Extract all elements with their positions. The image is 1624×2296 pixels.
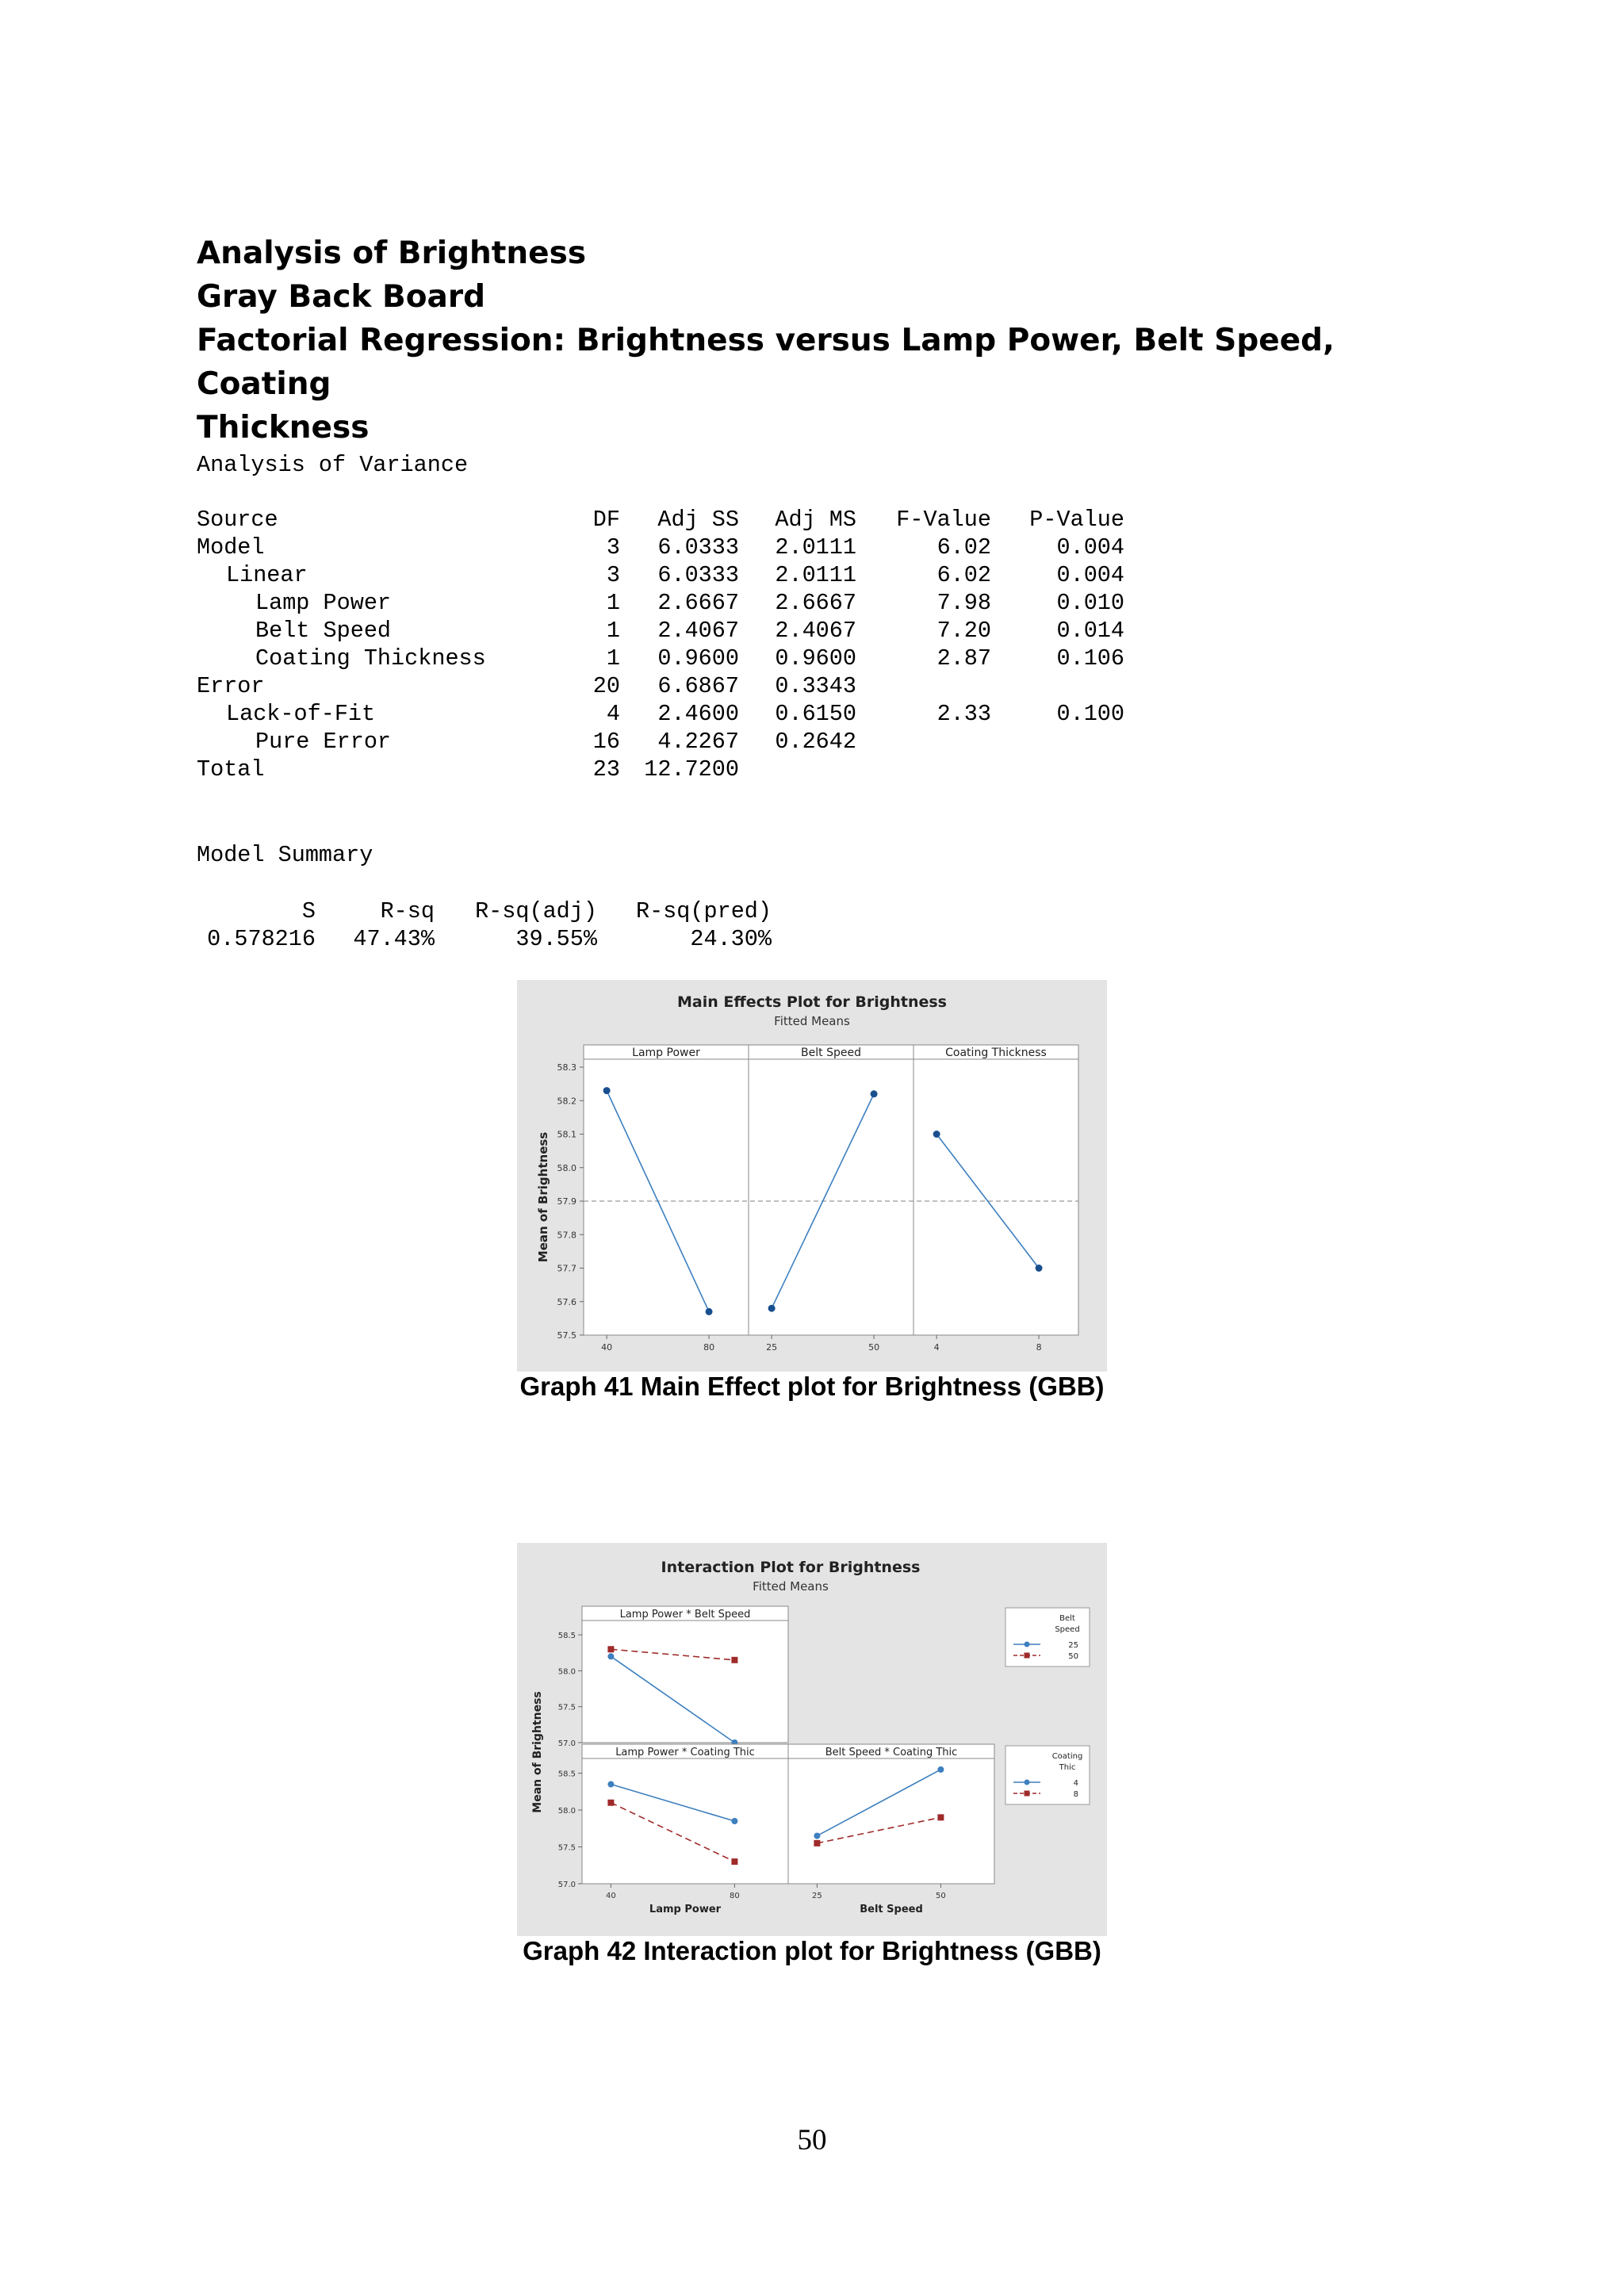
anova-cell-f: 7.98 xyxy=(936,590,991,616)
data-point xyxy=(607,1800,614,1806)
anova-cell-adj-ms: 2.6667 xyxy=(775,590,856,616)
anova-cell-df: 23 xyxy=(592,756,620,783)
anova-row xyxy=(197,645,1124,672)
legend-title: Speed xyxy=(1055,1625,1080,1634)
x-tick-label: 50 xyxy=(868,1342,880,1353)
anova-header-row xyxy=(197,506,1124,534)
anova-header-cell: Source xyxy=(197,507,278,533)
y-tick-label: 57.5 xyxy=(557,1330,576,1341)
anova-cell-df: 4 xyxy=(606,701,620,727)
anova-cell-p: 0.100 xyxy=(1056,701,1124,727)
data-point xyxy=(607,1646,614,1652)
anova-cell-adj-ss: 0.9600 xyxy=(657,645,739,672)
anova-cell-source: Coating Thickness xyxy=(255,645,486,672)
plot-area xyxy=(582,1621,788,1743)
anova-row xyxy=(197,561,1124,589)
panel-title: Lamp Power * Coating Thic xyxy=(615,1747,755,1758)
anova-cell-df: 20 xyxy=(592,673,620,699)
data-point xyxy=(603,1087,611,1094)
anova-cell-adj-ss: 2.4067 xyxy=(657,618,739,644)
panel-title: Belt Speed * Coating Thic xyxy=(825,1747,958,1758)
anova-cell-f xyxy=(856,728,991,756)
anova-cell-f: 2.33 xyxy=(936,701,991,727)
y-tick-label: 57.5 xyxy=(557,1703,576,1712)
anova-cell-df: 1 xyxy=(606,590,620,616)
legend-entry: 50 xyxy=(1068,1652,1078,1661)
anova-cell-f: 6.02 xyxy=(936,562,991,588)
anova-cell-adj-ss: 6.6867 xyxy=(657,673,739,699)
page-number: 50 xyxy=(797,2124,827,2156)
anova-header-cell: Adj MS xyxy=(775,507,856,533)
anova-cell-adj-ss: 2.4600 xyxy=(657,701,739,727)
anova-cell-f: 2.87 xyxy=(936,645,991,672)
anova-cell-f: 7.20 xyxy=(936,618,991,644)
anova-cell-source: Error xyxy=(197,673,265,699)
anova-row xyxy=(197,534,1124,561)
y-tick-label: 58.1 xyxy=(557,1129,576,1140)
x-tick-label: 25 xyxy=(812,1892,822,1900)
anova-header-cell: F-Value xyxy=(896,507,991,533)
graph41-caption: Graph 41 Main Effect plot for Brightness (GBB) xyxy=(519,1372,1105,1401)
summary-value-rsq: 47.43% xyxy=(353,926,435,952)
anova-row xyxy=(197,756,1124,783)
y-axis-label: Mean of Brightness xyxy=(536,1131,550,1263)
y-tick-label: 58.2 xyxy=(557,1096,576,1107)
graph42-caption: Graph 42 Interaction plot for Brightness (GBB) xyxy=(523,1936,1101,1965)
anova-cell-adj-ss: 2.6667 xyxy=(657,590,739,616)
legend-marker xyxy=(1025,1653,1030,1659)
data-point xyxy=(933,1131,940,1138)
anova-cell-f xyxy=(856,672,991,700)
anova-cell-adj-ss: 6.0333 xyxy=(657,534,739,561)
anova-cell-source: Pure Error xyxy=(255,729,392,755)
anova-table xyxy=(197,506,1124,783)
anova-cell-df: 16 xyxy=(592,729,620,755)
legend xyxy=(1005,1746,1090,1804)
anova-row xyxy=(197,700,1124,728)
anova-cell-source: Linear xyxy=(226,562,308,588)
chart-title: Main Effects Plot for Brightness xyxy=(676,993,948,1011)
heading-regression: Factorial Regression: Brightness versus Lamp Power, Belt Speed, Coating xyxy=(197,323,1335,402)
data-point xyxy=(814,1840,820,1846)
anova-cell-f: 6.02 xyxy=(936,534,991,561)
chart-title: Interaction Plot for Brightness xyxy=(661,1559,921,1576)
anova-cell-adj-ss: 12.7200 xyxy=(644,756,739,783)
legend-marker xyxy=(1025,1791,1030,1797)
anova-cell-p: 0.010 xyxy=(1056,590,1124,616)
headings xyxy=(197,232,1465,450)
model-summary-table xyxy=(197,897,772,953)
heading-board: Gray Back Board xyxy=(197,279,486,315)
legend-entry: 25 xyxy=(1068,1641,1078,1650)
chart-subtitle: Fitted Means xyxy=(753,1579,829,1594)
x-axis-label: Belt Speed xyxy=(860,1904,923,1915)
y-tick-label: 58.5 xyxy=(557,1632,576,1641)
data-point xyxy=(1036,1265,1043,1272)
anova-cell-source: Lack-of-Fit xyxy=(226,701,376,727)
y-tick-label: 58.3 xyxy=(557,1062,576,1073)
summary-header-rsq-pred: R-sq(pred) xyxy=(635,898,772,924)
anova-cell-p xyxy=(991,728,1124,756)
anova-cell-adj-ms: 0.6150 xyxy=(775,701,856,727)
anova-cell-p xyxy=(991,756,1124,783)
interaction-chart xyxy=(517,1543,1107,1936)
x-tick-label: 50 xyxy=(936,1892,946,1900)
data-point xyxy=(871,1090,878,1097)
anova-cell-adj-ms: 0.2642 xyxy=(775,729,856,755)
anova-cell-f xyxy=(856,756,991,783)
data-point xyxy=(731,1818,737,1824)
anova-cell-p: 0.106 xyxy=(1056,645,1124,672)
anova-cell-source: Belt Speed xyxy=(255,618,392,644)
legend-title: Coating xyxy=(1051,1752,1083,1761)
anova-cell-adj-ms: 2.4067 xyxy=(775,618,856,644)
anova-cell-df: 1 xyxy=(606,645,620,672)
interaction-figure xyxy=(517,1543,1107,1936)
plot-area xyxy=(584,1059,1078,1335)
x-tick-label: 8 xyxy=(1036,1342,1042,1353)
summary-value-rsq-pred: 24.30% xyxy=(690,926,772,952)
y-axis-label: Mean of Brightness xyxy=(531,1691,544,1813)
anova-header-cell: P-Value xyxy=(1029,507,1124,533)
anova-cell-adj-ms: 0.9600 xyxy=(775,645,856,672)
legend-marker xyxy=(1025,1780,1030,1785)
x-tick-label: 4 xyxy=(933,1342,940,1353)
anova-row xyxy=(197,617,1124,645)
legend-entry: 4 xyxy=(1073,1779,1078,1788)
anova-cell-p: 0.014 xyxy=(1056,618,1124,644)
anova-cell-df: 3 xyxy=(606,534,620,561)
x-tick-label: 40 xyxy=(601,1342,613,1353)
anova-cell-adj-ms: 2.0111 xyxy=(775,534,856,561)
anova-cell-df: 1 xyxy=(606,618,620,644)
anova-cell-p: 0.004 xyxy=(1056,562,1124,588)
data-point xyxy=(937,1814,944,1820)
y-tick-label: 57.8 xyxy=(557,1230,576,1241)
plot-area xyxy=(788,1758,994,1884)
anova-title: Analysis of Variance xyxy=(197,452,469,478)
legend-entry: 8 xyxy=(1073,1790,1078,1799)
anova-cell-p: 0.004 xyxy=(1056,534,1124,561)
summary-header-s: S xyxy=(301,898,316,924)
anova-cell-adj-ss: 6.0333 xyxy=(657,562,739,588)
x-tick-label: 80 xyxy=(703,1342,715,1353)
anova-row xyxy=(197,672,1124,700)
y-tick-label: 57.0 xyxy=(557,1881,576,1889)
panel-title: Lamp Power * Belt Speed xyxy=(619,1609,751,1621)
y-tick-label: 57.9 xyxy=(557,1196,576,1207)
panel-title: Coating Thickness xyxy=(945,1047,1047,1059)
model-summary-title: Model Summary xyxy=(197,842,373,868)
anova-header-cell: DF xyxy=(592,507,620,533)
summary-value-rsq-adj: 39.55% xyxy=(515,926,597,952)
y-tick-label: 58.0 xyxy=(557,1807,576,1816)
panel-title: Belt Speed xyxy=(801,1047,861,1059)
data-point xyxy=(937,1766,944,1773)
data-point xyxy=(814,1833,820,1839)
x-tick-label: 40 xyxy=(606,1892,616,1900)
anova-cell-adj-ms: 2.0111 xyxy=(775,562,856,588)
x-tick-label: 25 xyxy=(766,1342,778,1353)
anova-cell-adj-ss: 4.2267 xyxy=(657,729,739,755)
anova-row xyxy=(197,728,1124,756)
anova-cell-p xyxy=(991,672,1124,700)
summary-header-rsq-adj: R-sq(adj) xyxy=(475,898,597,924)
y-tick-label: 57.6 xyxy=(557,1296,576,1307)
heading-regression-cont: Thickness xyxy=(197,410,370,446)
anova-cell-adj-ms: 0.3343 xyxy=(775,673,856,699)
plot-area xyxy=(582,1758,788,1884)
y-tick-label: 57.0 xyxy=(557,1739,576,1748)
y-tick-label: 58.0 xyxy=(557,1667,576,1677)
panel-title: Lamp Power xyxy=(632,1047,700,1059)
anova-header-cell: Adj SS xyxy=(657,507,739,533)
data-point xyxy=(731,1858,737,1865)
data-point xyxy=(731,1657,737,1663)
x-tick-label: 80 xyxy=(730,1892,740,1900)
legend-title: Belt xyxy=(1059,1614,1075,1623)
legend xyxy=(1005,1608,1090,1667)
model-summary-header-row xyxy=(197,897,772,925)
y-tick-label: 58.0 xyxy=(557,1162,576,1173)
legend-marker xyxy=(1025,1642,1030,1647)
main-effects-chart xyxy=(517,980,1107,1372)
main-effects-figure xyxy=(517,980,1107,1372)
data-point xyxy=(768,1305,776,1312)
summary-value-s: 0.578216 xyxy=(207,926,316,952)
data-point xyxy=(607,1653,614,1659)
chart-subtitle: Fitted Means xyxy=(774,1014,850,1028)
data-point xyxy=(607,1781,614,1788)
y-tick-label: 58.5 xyxy=(557,1770,576,1779)
anova-cell-source: Total xyxy=(197,756,265,783)
legend-title: Thic xyxy=(1059,1763,1076,1772)
anova-cell-source: Lamp Power xyxy=(255,590,392,616)
anova-cell-source: Model xyxy=(197,534,265,561)
model-summary-value-row xyxy=(197,925,772,953)
anova-cell-df: 3 xyxy=(606,562,620,588)
x-axis-label: Lamp Power xyxy=(649,1904,722,1915)
y-tick-label: 57.5 xyxy=(557,1843,576,1853)
heading-analysis: Analysis of Brightness xyxy=(197,235,587,271)
anova-cell-adj-ms xyxy=(739,756,856,783)
y-tick-label: 57.7 xyxy=(557,1263,576,1274)
data-point xyxy=(706,1308,713,1315)
summary-header-rsq: R-sq xyxy=(380,898,435,924)
anova-row xyxy=(197,589,1124,617)
